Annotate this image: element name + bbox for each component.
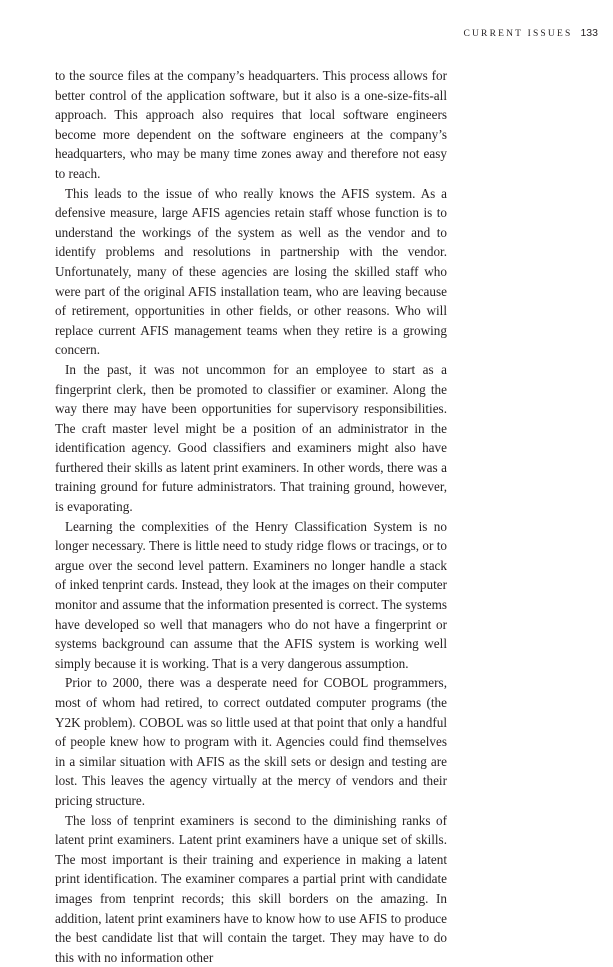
running-head [463,27,598,41]
paragraph: This leads to the issue of who really knows the AFIS system. As a defensive measure, large AFIS agencies retain staff whose function is to understand the workings of the system as well as the vendor and to identify problems and resolutions in partnership with the vendor. Unfortunately, many of these agencies are losing the skilled staff who were part of the original AFIS installation team, who are leaving because of retirement, opportunities in other fields, or other reasons. Who will replace current AFIS management teams when they retire is a growing concern. [55,185,447,358]
paragraph: In the past, it was not uncommon for an employee to start as a fingerprint clerk, then be promoted to classifier or examiner. Along the way there may have been opportunities for supervisory responsibilities. The craft master level might be a position of an administrator in the identification agency. Good classifiers and examiners might also have furthered their skills as latent print examiners. In other words, there was a training ground for future administrators. That training ground, however, is evaporating. [55,361,447,515]
page-number: 133 [580,27,598,39]
section-title: CURRENT ISSUES [463,29,573,39]
paragraph: Learning the complexities of the Henry Classification System is no longer necessary. There is little need to study ridge flows or tracings, or to argue over the second level pattern. Examiners no longer handle a stack of inked tenprint cards. Instead, they look at the images on their computer monitor and assume that the information presented is correct. The systems have developed so well that managers who do not have a fingerprint or systems background can assume that the AFIS system is working well simply because it is working. That is a very dangerous assumption. [55,518,447,671]
paragraph: The loss of tenprint examiners is second to the diminishing ranks of latent print examiners. Latent print examiners have a unique set of skills. The most important is their training and experience in making a latent print identification. The examiner compares a partial print with candidate images from tenprint records; this skill borders on the amazing. In addition, latent print examiners have to know how to use AFIS to produce the best candidate list that will contain the target. They may have to do this with no information other [55,812,447,965]
paragraph: Prior to 2000, there was a desperate need for COBOL programmers, most of whom had retired, to correct outdated computer programs (the Y2K problem). COBOL was so little used at that point that only a handful of people knew how to program with it. Agencies could find themselves in a similar situation with AFIS as the skill sets or design and testing are lost. This leaves the agency virtually at the mercy of vendors and their pricing structure. [55,675,447,808]
body-text [55,66,447,967]
paragraph-continued: to the source files at the company’s headquarters. This process allows for better control of the application software, but it also is a one-size-fits-all approach. This approach also requires that local software engineers become more dependent on the software engineers at the company’s headquarters, who may be many time zones away and therefore not easy to reach. [55,68,447,181]
